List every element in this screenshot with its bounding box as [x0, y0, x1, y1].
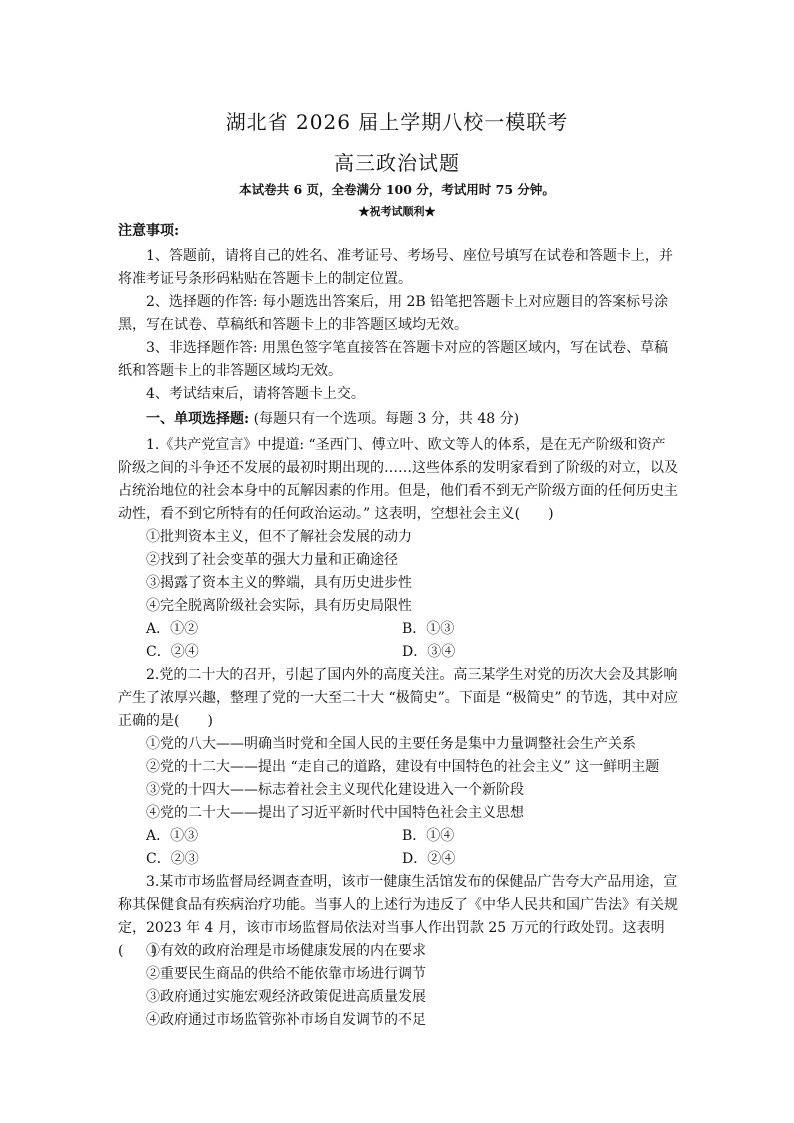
question-1-item-4: ④完全脱离阶级社会实际，具有历史局限性	[146, 598, 412, 614]
notice-item-2: 2、选择题的作答: 每小题选出答案后，用 2B 铅笔把答题卡上对应题目的答案标号涂黑，写在试卷、草稿纸和答题卡上的非答题区域均无效。	[118, 294, 669, 333]
question-2-item-1: ①党的八大——明确当时党和全国人民的主要任务是集中力量调整社会生产关系	[146, 736, 636, 752]
question-2-option-d[interactable]: D．②④	[402, 851, 456, 867]
question-1-item-1: ①批判资本主义，但不了解社会发展的动力	[146, 529, 412, 545]
question-1-item-3: ③揭露了资本主义的弊端，具有历史进步性	[146, 575, 412, 591]
notice-heading: 注意事项:	[118, 223, 180, 239]
question-1-option-c[interactable]: C．②④	[146, 644, 199, 660]
exam-wish: ★祝考试顺利★	[358, 205, 436, 218]
question-2-item-4: ④党的二十大——提出了习近平新时代中国特色社会主义思想	[146, 805, 524, 821]
question-3-item-3: ③政府通过实施宏观经济政策促进高质量发展	[146, 989, 426, 1005]
notice-item-4: 4、考试结束后，请将答题卡上交。	[146, 386, 365, 402]
exam-subtitle: 高三政治试题	[334, 151, 460, 175]
question-3-item-4: ④政府通过市场监管弥补市场自发调节的不足	[146, 1012, 426, 1028]
question-2-option-a[interactable]: A．①③	[146, 828, 199, 844]
question-2-item-3: ③党的十四大——标志着社会主义现代化建设进入一个新阶段	[146, 782, 524, 798]
exam-info: 本试卷共 6 页，全卷满分 100 分，考试用时 75 分钟。	[239, 182, 555, 197]
notice-item-1: 1、答题前，请将自己的姓名、准考证号、考场号、座位号填写在试卷和答题卡上，并将准考证号条形码粘贴在答题卡上的制定位置。	[118, 248, 673, 287]
question-3-item-2: ②重要民生商品的供给不能依靠市场进行调节	[146, 966, 426, 982]
question-2-option-b[interactable]: B．①④	[402, 828, 455, 844]
section-note: (每题只有一个选项。每题 3 分，共 48 分)	[253, 411, 520, 427]
section-heading-line	[146, 408, 519, 431]
question-1-option-a[interactable]: A．①②	[146, 621, 199, 637]
question-1-option-d[interactable]: D．③④	[402, 644, 456, 660]
exam-title: 湖北省 2026 届上学期八校一模联考	[225, 110, 569, 134]
question-2-option-c[interactable]: C．②③	[146, 851, 199, 867]
question-3-stem: 3.某市市场监督局经调查查明，该市一健康生活馆发布的保健品广告夸大产品用途，宣称其保健食品有疾病治疗功能。当事人的上述行为违反了《中华人民共和国广告法》有关规定，2023 年 4 月，该市市场监督局依法对当事人作出罚款 25 万元的行政处罚。这表明( )	[118, 874, 678, 959]
question-2-item-2: ②党的十二大——提出 “走自己的道路，建设有中国特色的社会主义” 这一鲜明主题	[146, 759, 660, 775]
question-1-stem: 1.《共产党宣言》中提道: “圣西门、傅立叶、欧文等人的体系，是在无产阶级和资产阶级之间的斗争还不发展的最初时期出现的……这些体系的发明家看到了阶级的对立，以及占统治地位的社会本身中的瓦解因素的作用。但是，他们看不到无产阶级方面的任何历史主动性，看不到它所特有的任何政治运动。” 这表明，空想社会主义( )	[118, 437, 678, 522]
section-heading: 一、单项选择题:	[146, 411, 250, 427]
question-1-option-b[interactable]: B．①③	[402, 621, 455, 637]
question-2-stem: 2.党的二十大的召开，引起了国内外的高度关注。高三某学生对党的历次大会及其影响产生了浓厚兴趣，整理了党的一大至二十大 “极简史”。下面是 “极简史” 的节选，其中对应正确的是( )	[118, 667, 678, 729]
question-3-item-1: ①有效的政府治理是市场健康发展的内在要求	[146, 943, 426, 959]
notice-item-3: 3、非选择题作答: 用黑色签字笔直接答在答题卡对应的答题区域内，写在试卷、草稿纸和答题卡上的非答题区域均无效。	[118, 340, 669, 379]
question-1-item-2: ②找到了社会变革的强大力量和正确途径	[146, 552, 398, 568]
